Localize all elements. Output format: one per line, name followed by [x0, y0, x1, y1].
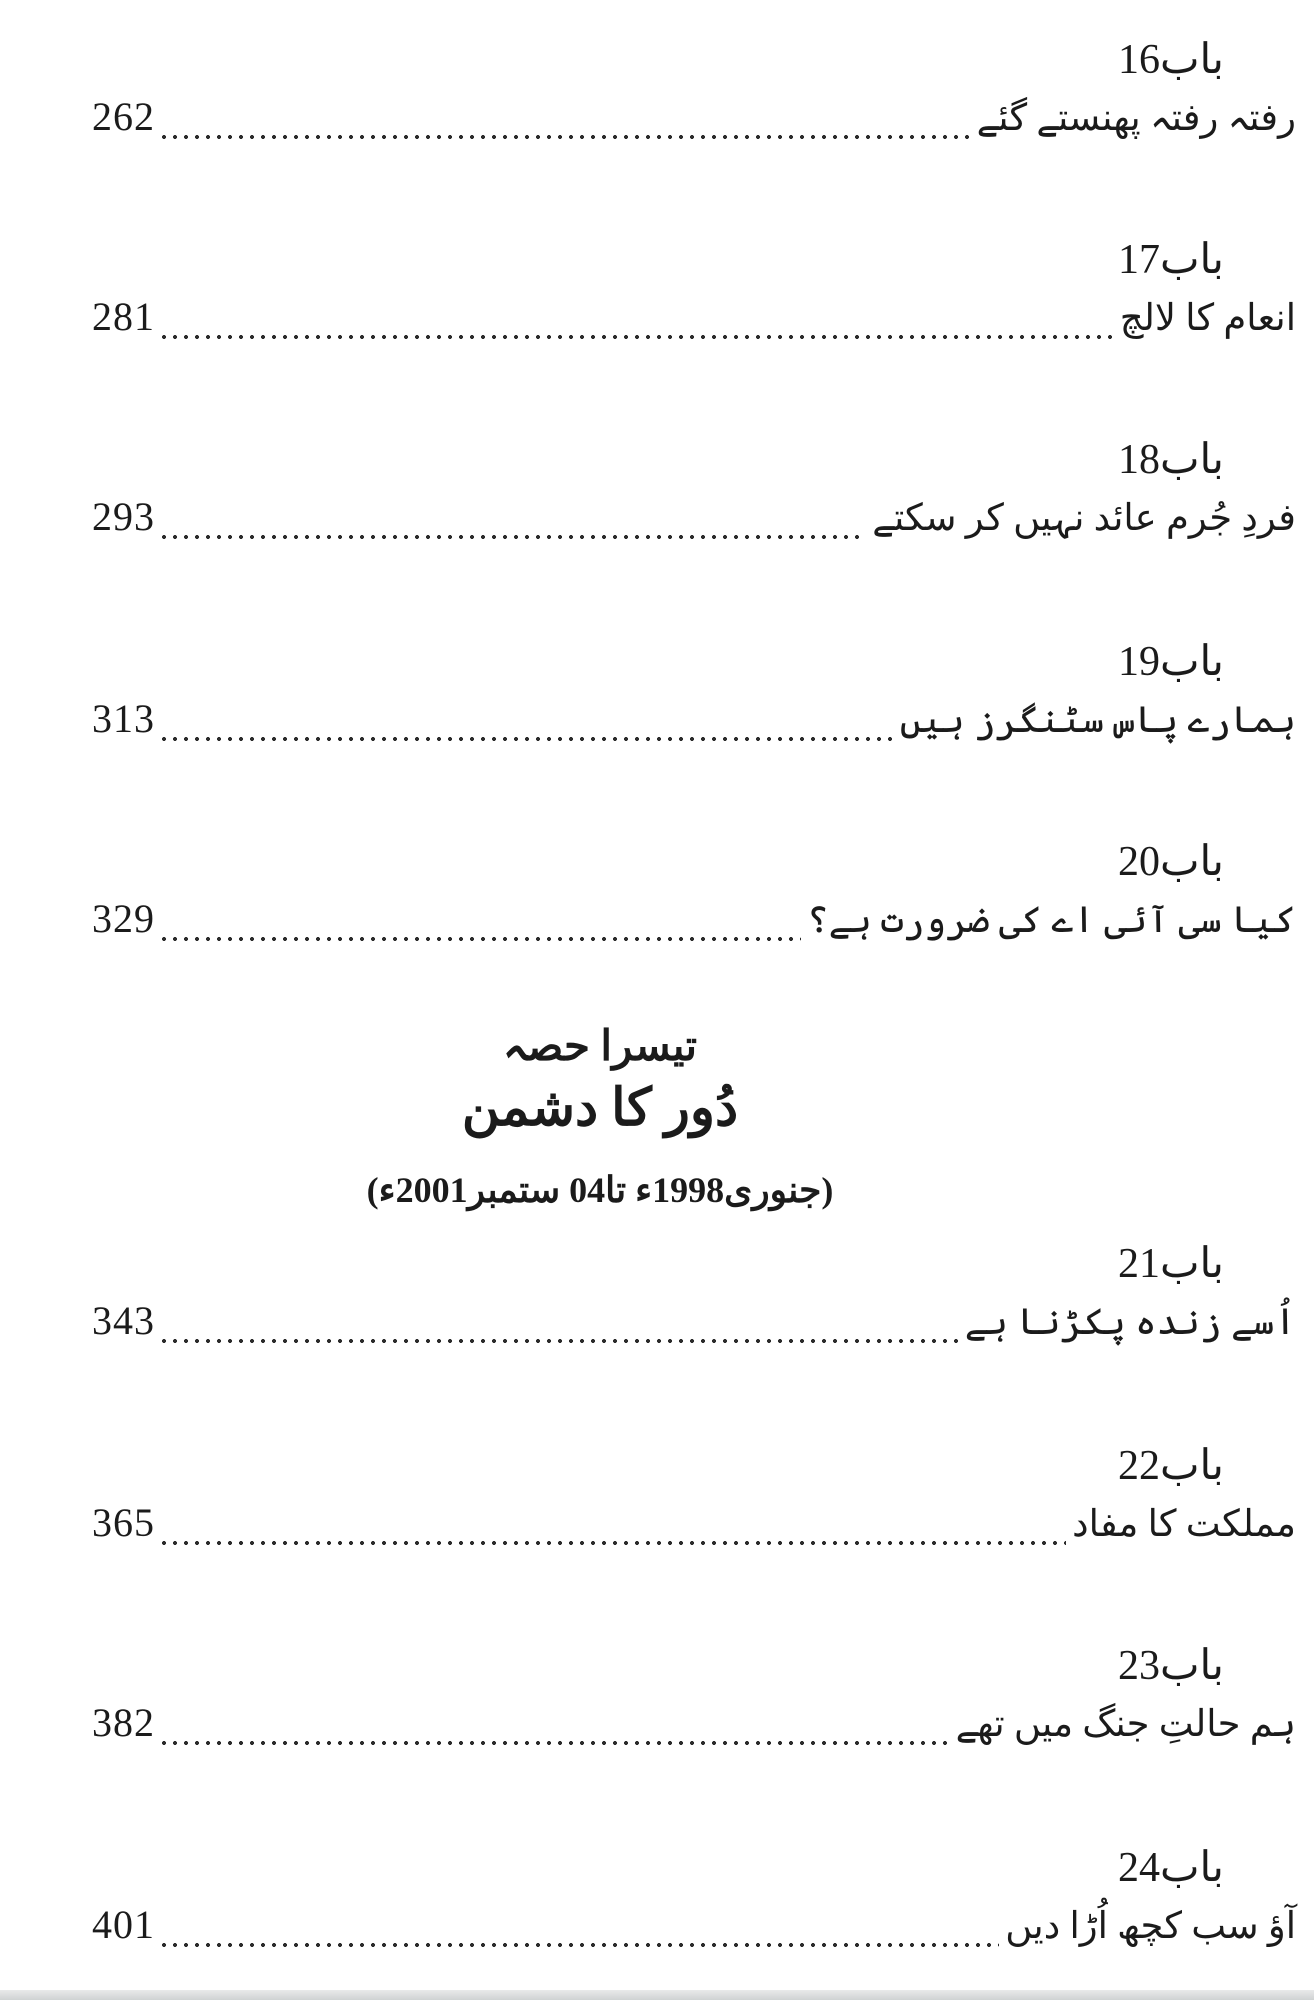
chapter-number-heading: باب17	[1117, 237, 1224, 283]
dotted-leader	[161, 1540, 1066, 1546]
toc-row	[0, 1498, 1314, 1552]
toc-entry-ch18	[0, 436, 1314, 546]
dotted-leader	[161, 936, 801, 942]
toc-entry-ch22	[0, 1442, 1314, 1552]
chapter-title: آؤ سب کچھ اُڑا دیں	[1005, 1906, 1296, 1948]
toc-entry-ch20	[0, 838, 1314, 948]
part-heading-block	[0, 1022, 1200, 1211]
chapter-number-heading: باب18	[1117, 437, 1224, 483]
toc-entry-ch24	[0, 1844, 1314, 1954]
chapter-title: ہمارے پاس سٹنگرز ہیں	[899, 700, 1296, 742]
chapter-number-heading: باب20	[1117, 839, 1224, 885]
dotted-leader	[161, 534, 866, 540]
page-number: 281	[92, 294, 155, 340]
toc-row	[0, 292, 1314, 346]
chapter-title: مملکت کا مفاد	[1072, 1504, 1296, 1546]
chapter-number-heading: باب24	[1117, 1845, 1224, 1891]
chapter-number-heading: باب19	[1117, 639, 1224, 685]
dotted-leader	[161, 1338, 959, 1344]
page-number: 401	[92, 1902, 155, 1948]
page-number: 262	[92, 94, 155, 140]
toc-row	[0, 894, 1314, 948]
chapter-title: رفتہ رفتہ پھنستے گئے	[976, 98, 1296, 140]
scan-bottom-edge	[0, 1990, 1314, 2000]
chapter-title: کیا سی آئی اے کی ضرورت ہے؟	[806, 900, 1296, 942]
chapter-number-heading: باب16	[1117, 37, 1224, 83]
chapter-number-heading: باب23	[1117, 1643, 1224, 1689]
page-number: 343	[92, 1298, 155, 1344]
part-label: تیسرا حصہ	[502, 1024, 698, 1070]
dotted-leader	[161, 334, 1114, 340]
toc-entry-ch17	[0, 236, 1314, 346]
toc-entry-ch23	[0, 1642, 1314, 1752]
toc-row	[0, 1698, 1314, 1752]
toc-row	[0, 1900, 1314, 1954]
toc-row	[0, 694, 1314, 748]
chapter-number-heading: باب21	[1117, 1241, 1224, 1287]
toc-row	[0, 92, 1314, 146]
toc-entry-ch21	[0, 1240, 1314, 1350]
toc-row	[0, 1296, 1314, 1350]
page-number: 329	[92, 896, 155, 942]
chapter-title: فردِ جُرم عائد نہیں کر سکتے	[872, 498, 1296, 540]
dotted-leader	[161, 736, 894, 742]
chapter-number-heading: باب22	[1117, 1443, 1224, 1489]
toc-row	[0, 492, 1314, 546]
page-number: 293	[92, 494, 155, 540]
chapter-title: اُسے زندہ پکڑنا ہے	[964, 1302, 1296, 1344]
toc-entry-ch16	[0, 36, 1314, 146]
part-date-range: (جنوری1998ء تا04 ستمبر2001ء)	[366, 1170, 834, 1211]
dotted-leader	[161, 1740, 950, 1746]
chapter-title: انعام کا لالچ	[1119, 298, 1296, 340]
chapter-title: ہم حالتِ جنگ میں تھے	[955, 1704, 1296, 1746]
dotted-leader	[161, 1942, 999, 1948]
page-number: 365	[92, 1500, 155, 1546]
page-number: 382	[92, 1700, 155, 1746]
page-number: 313	[92, 696, 155, 742]
part-title: دُور کا دشمن	[461, 1080, 739, 1138]
dotted-leader	[161, 134, 971, 140]
toc-entry-ch19	[0, 638, 1314, 748]
